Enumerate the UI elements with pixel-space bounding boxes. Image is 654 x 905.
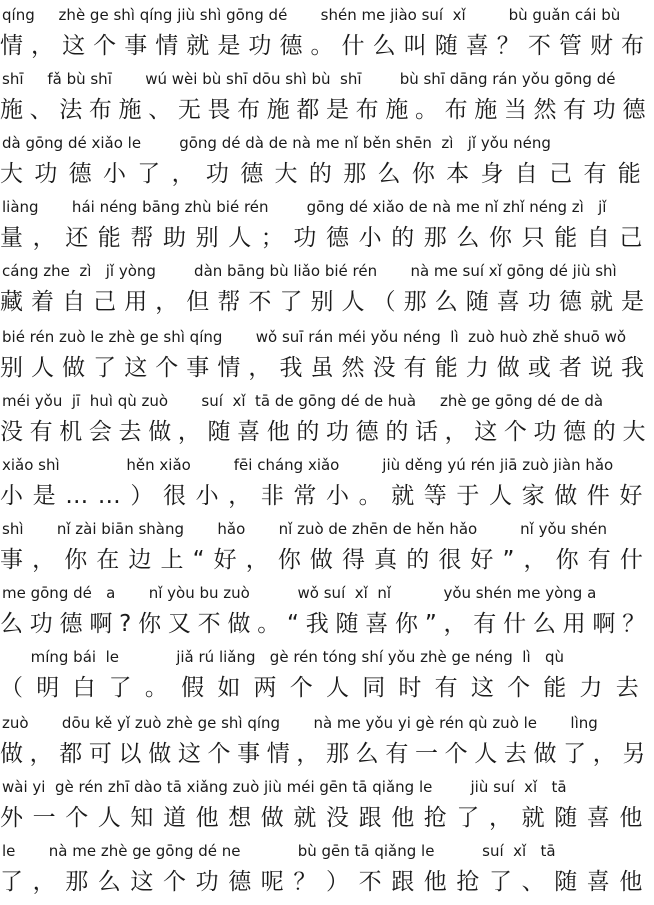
text-line [0, 390, 654, 454]
text-line [0, 68, 654, 132]
pinyin-annotation: bié rén zuò le zhè ge shì qíng wǒ suī rán méi yǒu néng lì zuò huò zhě shuō wǒ [2, 328, 627, 346]
chinese-text: 外一个人知道他想做就没跟他抢了，就随喜他 [0, 805, 652, 831]
pinyin-annotation: le nà me zhè ge gōng dé ne bù gēn tā qiǎng le suí xǐ tā [2, 842, 556, 860]
pinyin-annotation: míng bái le jiǎ rú liǎng gè rén tóng shí yǒu zhè ge néng lì qù [2, 648, 564, 666]
pinyin-annotation: shì nǐ zài biān shàng hǎo nǐ zuò de zhēn de hěn hǎo nǐ yǒu shén [2, 520, 607, 538]
text-line [0, 582, 654, 646]
text-line [0, 132, 654, 196]
pinyin-annotation: liàng hái néng bāng zhù bié rén gōng dé xiǎo de nà me nǐ zhǐ néng zì jǐ [2, 198, 607, 216]
chinese-text: 么功德啊?你又不做。“我随喜你”，有什么用啊？ [0, 611, 652, 637]
pinyin-annotation: wài yi gè rén zhī dào tā xiǎng zuò jiù méi gēn tā qiǎng le jiù suí xǐ tā [2, 778, 567, 796]
chinese-text: 情，这个事情就是功德。什么叫随喜？不管财布 [0, 33, 653, 59]
text-line [0, 454, 654, 518]
text-line [0, 196, 654, 260]
pinyin-annotation: shī fǎ bù shī wú wèi bù shī dōu shì bù shī bù shī dāng rán yǒu gōng dé [2, 70, 616, 88]
pinyin-annotation: dà gōng dé xiǎo le gōng dé dà de nà me nǐ běn shēn zì jǐ yǒu néng [2, 134, 551, 152]
chinese-text: 大功德小了，功德大的那么你本身自己有能 [0, 161, 653, 187]
pinyin-annotation: qíng zhè ge shì qíng jiù shì gōng dé shén me jiào suí xǐ bù guǎn cái bù [2, 6, 621, 24]
chinese-text: 了，那么这个功德呢？）不跟他抢了、随喜他 [0, 869, 652, 895]
chinese-text: 没有机会去做，随喜他的功德的话，这个功德的大 [0, 419, 653, 445]
text-line [0, 646, 654, 710]
pinyin-annotation: méi yǒu jī huì qù zuò suí xǐ tā de gōng dé de huà zhè ge gōng dé de dà [2, 392, 604, 410]
text-line [0, 4, 654, 68]
chinese-text: 别人做了这个事情，我虽然没有能力做或者说我 [0, 355, 653, 381]
chinese-text: 量，还能帮助别人；功德小的那么你只能自己 [0, 225, 652, 251]
pinyin-annotation: me gōng dé a nǐ yòu bu zuò wǒ suí xǐ nǐ yǒu shén me yòng a [2, 584, 597, 602]
chinese-text: 藏着自己用，但帮不了别人（那么随喜功德就是 [0, 289, 653, 315]
text-line [0, 840, 654, 904]
text-line [0, 712, 654, 776]
text-line [0, 518, 654, 582]
text-line [0, 326, 654, 390]
pinyin-annotation: xiǎo shì hěn xiǎo fēi cháng xiǎo jiù děng yú rén jiā zuò jiàn hǎo [2, 456, 614, 474]
pinyin-annotation: zuò dōu kě yǐ zuò zhè ge shì qíng nà me yǒu yi gè rén qù zuò le lìng [2, 714, 598, 732]
text-line [0, 260, 654, 324]
chinese-text: 做，都可以做这个事情，那么有一个人去做了，另 [0, 741, 653, 767]
pinyin-annotation: cáng zhe zì jǐ yòng dàn bāng bù liǎo bié rén nà me suí xǐ gōng dé jiù shì [2, 262, 617, 280]
chinese-text: （明白了。假如两个人同时有这个能力去 [0, 675, 652, 701]
chinese-text: 事，你在边上“好，你做得真的很好”，你有什 [0, 547, 652, 573]
chinese-text: 小是……）很小，非常小。就等于人家做件好 [0, 483, 652, 509]
text-line [0, 776, 654, 840]
chinese-text: 施、法布施、无畏布施都是布施。布施当然有功德 [0, 97, 653, 123]
